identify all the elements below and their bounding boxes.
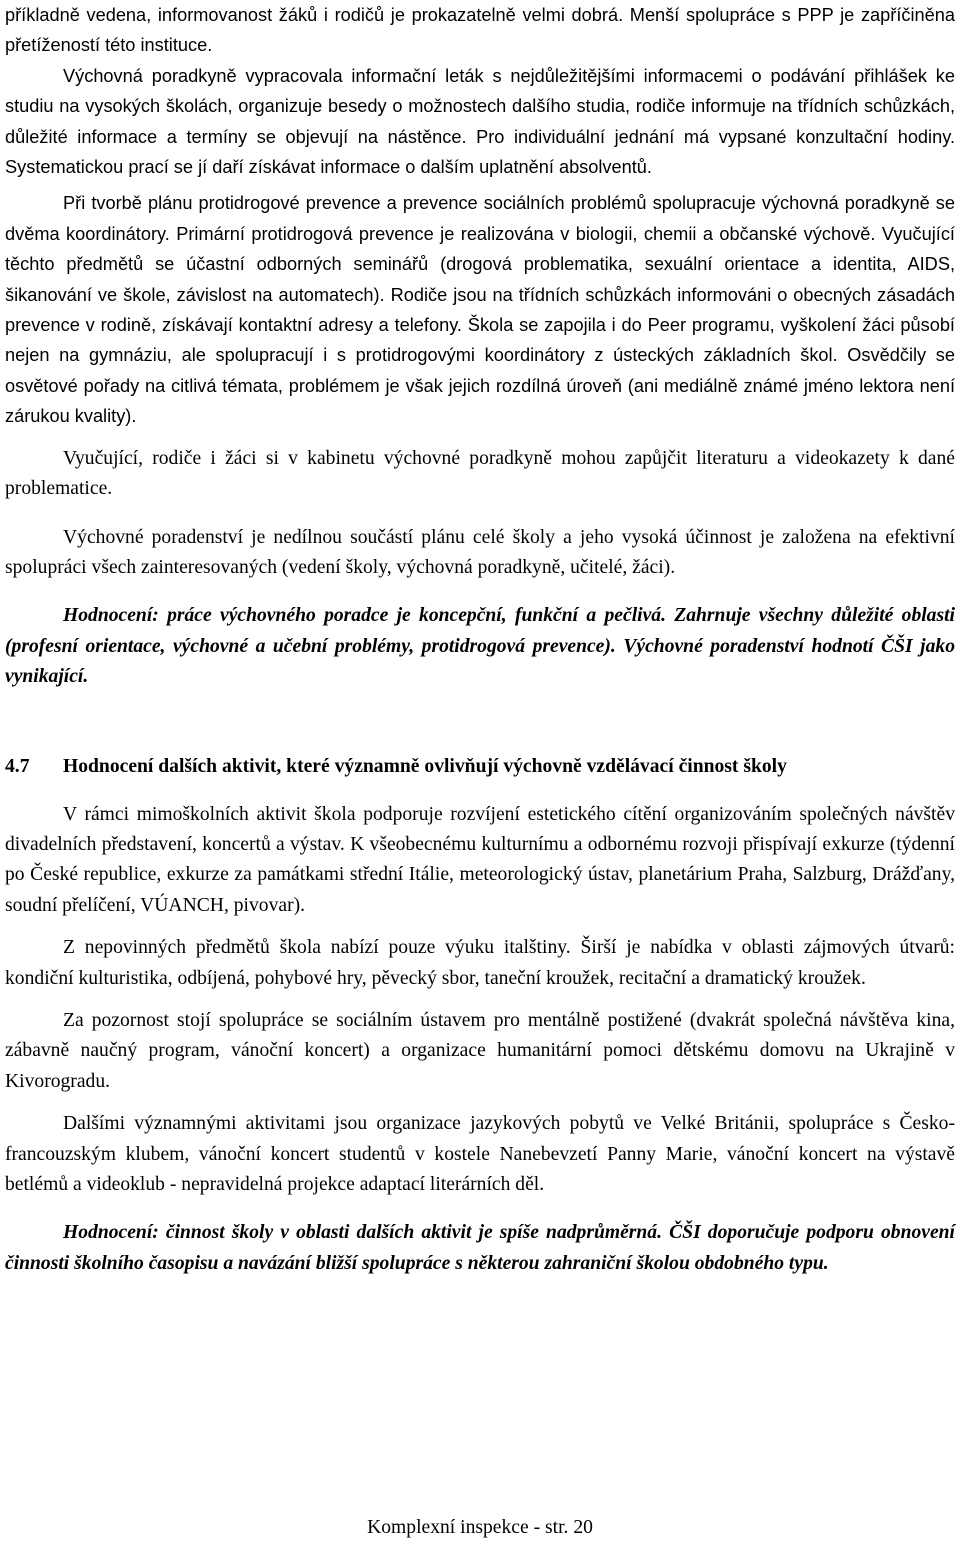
section-title: Hodnocení dalších aktivit, které významně ovlivňují výchovně vzdělávací činnost školy — [63, 755, 787, 777]
section-heading-4-7 — [5, 751, 955, 782]
section-number: 4.7 — [5, 755, 30, 777]
paragraph-nepovinne-predmety: Z nepovinných předmětů škola nabízí pouze výuku italštiny. Širší je nabídka v oblasti zájmových útvarů: kondiční kulturistika, odbíjená, pohybové hry, pěvecký sbor, taneční kroužek, recitační a dramatický kroužek. — [5, 937, 955, 989]
paragraph-ppp-continuation: příkladně vedena, informovanost žáků i rodičů je prokazatelně velmi dobrá. Menší spolupráce s PPP je zapříčiněna přetížeností této instituce. — [5, 5, 955, 56]
paragraph-kabinet-literatura: Vyučující, rodiče i žáci si v kabinetu výchovné poradkyně mohou zapůjčit literaturu a videokazety k dané problematice. — [5, 447, 955, 500]
evaluation-vychovny-poradce: Hodnocení: práce výchovného poradce je koncepční, funkční a pečlivá. Zahrnuje všechny důležité oblasti (profesní orientace, výchovné a učební problémy, protidrogová prevence). Výchovné poradenství hodnotí ČŠI jako vynikající. — [5, 605, 955, 688]
paragraph-socialni-ustav: Za pozornost stojí spolupráce se sociálním ústavem pro mentálně postižené (dvakrát společná návštěva kina, zábavně naučný program, vánoční koncert) a organizace humanitární pomoci dětskému domovu na Ukrajině v Kivorogradu. — [5, 1009, 955, 1092]
paragraph-vychovne-poradenstvi: Výchovné poradenství je nedílnou součástí plánu celé školy a jeho vysoká účinnost je založena na efektivní spolupráci všech zainteresovaných (vedení školy, výchovná poradkyně, učitelé, žáci). — [5, 526, 955, 578]
paragraph-vychovna-poradkyne: Výchovná poradkyně vypracovala informační leták s nejdůležitějšími informacemi o podávání přihlášek ke studiu na vysokých školách, organizuje besedy o možnostech dalšího studia, rodiče informuje na třídních schůzkách, důležité informace a termíny se objevují na nástěnce. Pro individuální jednání má vypsané konzultační hodiny. Systematickou prací se jí daří získávat informace o dalším uplatnění absolventů. — [5, 65, 955, 178]
paragraph-dalsi-aktivity: Dalšími významnými aktivitami jsou organizace jazykových pobytů ve Velké Británii, spolupráce s Česko-francouzským klubem, vánoční koncert studentů v kostele Nanebevzetí Panny Marie, vánoční koncert na výstavě betlémů a videoklub - nepravidelná projekce adaptací literárních děl. — [5, 1113, 955, 1195]
paragraph-mimoskolni-aktivity: V rámci mimoškolních aktivit škola podporuje rozvíjení estetického cítění organizováním společných návštěv divadelních představení, koncertů a výstav. K všeobecnému kulturnímu a odbornému rozvoji přispívají exkurze (týdenní po České republice, exkurze za památkami střední Itálie, meteorologický ústav, planetárium Praha, Salzburg, Drážďany, soudní přelíčení, VÚANCH, pivovar). — [5, 803, 955, 916]
paragraph-protidrogova-prevence: Při tvorbě plánu protidrogové prevence a prevence sociálních problémů spolupracuje výchovná poradkyně se dvěma koordinátory. Primární protidrogová prevence je realizována v biologii, chemii a občanské výchově. Vyučující těchto předmětů se účastní odborných seminářů (drogová problematika, sexuální orientace a identita, AIDS, šikanování ve škole, závislost na automatech). Rodiče jsou na třídních schůzkách informováni o obecných zásadách prevence v rodině, získávají kontaktní adresy a telefony. Škola se zapojila i do Peer programu, vyškolení žáci působí nejen na gymnáziu, ale spolupracují i s protidrogovými koordinátory z ústeckých základních škol. Osvědčily se osvětové pořady na citlivá témata, problémem je však jejich rozdílná úroveň (ani mediálně známé jméno lektora není zárukou kvality). — [5, 193, 955, 427]
page-footer: Komplexní inspekce - str. 20 — [367, 1517, 593, 1538]
evaluation-dalsi-aktivity: Hodnocení: činnost školy v oblasti dalších aktivit je spíše nadprůměrná. ČŠI doporučuje podporu obnovení činnosti školního časopisu a navázání bližší spolupráce s některou zahraniční školou obdobného typu. — [5, 1222, 955, 1274]
